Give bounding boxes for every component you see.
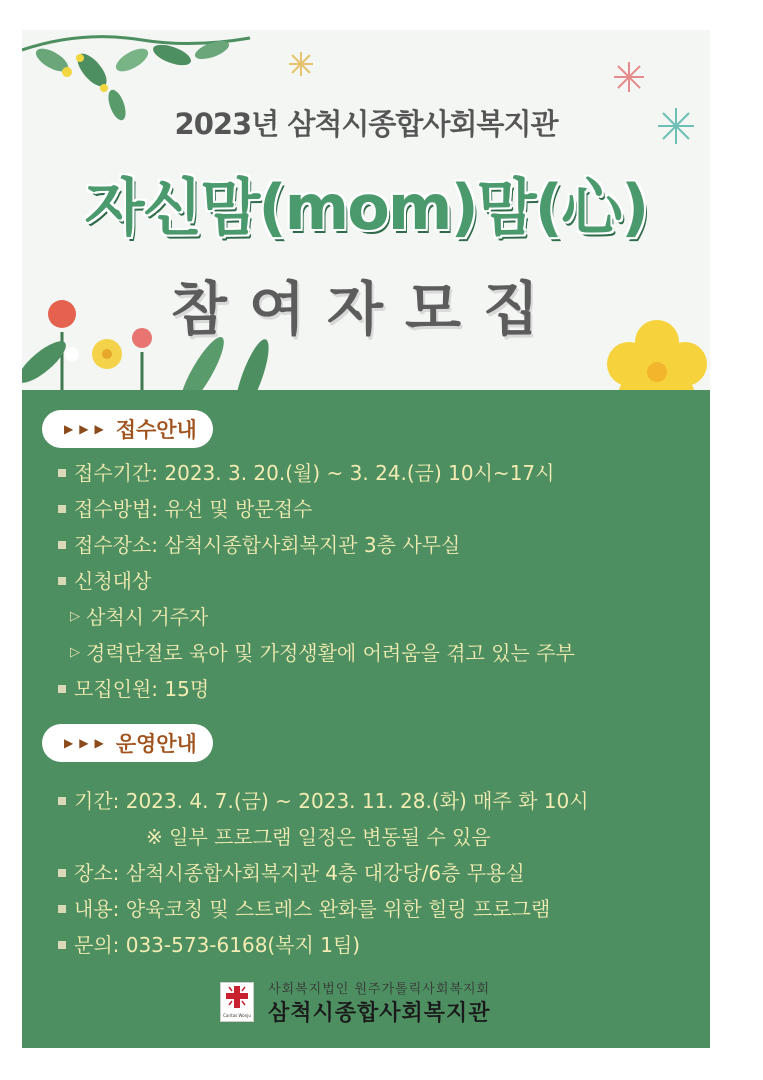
triangle-icon: ▷ — [70, 609, 80, 624]
triangle-icon: ▷ — [70, 645, 80, 660]
contact-info: 문의: 033-573-6168(복지 1팀) — [58, 929, 360, 958]
bullet-icon — [58, 685, 66, 693]
operation-period: 기간: 2023. 4. 7.(금) ~ 2023. 11. 28.(화) 매주 화 10시 — [58, 785, 589, 814]
recruitment-heading: 참여자모집 — [170, 275, 562, 343]
bullet-icon — [58, 505, 66, 513]
reception-place: 접수장소: 삼척시종합사회복지관 3층 사무실 — [58, 529, 460, 558]
target-heading: 신청대상 — [58, 565, 151, 594]
bullet-icon — [58, 869, 66, 877]
reception-method: 접수방법: 유선 및 방문접수 — [58, 493, 312, 522]
target-item: ▷ 삼척시 거주자 — [70, 605, 209, 629]
logo-caption: Caritas Wonju — [223, 1013, 251, 1018]
pill-label: 운영안내 — [115, 732, 197, 756]
bullet-icon — [58, 541, 66, 549]
org-name-big: 삼척시종합사회복지관 — [268, 1001, 491, 1026]
poster — [22, 30, 710, 1048]
section-pill-reception — [42, 410, 213, 448]
bullet-icon — [58, 469, 66, 477]
pill-label: 접수안내 — [115, 418, 197, 442]
arrows-icon: ▶▶▶ — [64, 736, 110, 750]
recruit-count: 모집인원: 15명 — [58, 673, 209, 702]
subtitle: 2023년 삼척시종합사회복지관 — [174, 107, 558, 141]
sparkle-icon — [612, 60, 646, 94]
schedule-note: ※ 일부 프로그램 일정은 변동될 수 있음 — [146, 825, 491, 849]
org-name-small: 사회복지법인 원주가톨릭사회복지회 — [268, 982, 491, 997]
sparkle-icon — [287, 50, 315, 78]
bullet-icon — [58, 797, 66, 805]
bullet-icon — [58, 577, 66, 585]
flowers-decoration-icon — [22, 292, 322, 392]
operation-content: 내용: 양육코칭 및 스트레스 완화를 위한 힐링 프로그램 — [58, 893, 550, 922]
bullet-icon — [58, 905, 66, 913]
operation-place: 장소: 삼척시종합사회복지관 4층 대강당/6층 무용실 — [58, 857, 525, 886]
reception-period: 접수기간: 2023. 3. 20.(월) ~ 3. 24.(금) 10시~17시 — [58, 457, 554, 486]
main-title: 자신맘(mom)맘(心) — [84, 171, 648, 244]
bullet-icon — [58, 941, 66, 949]
caritas-logo — [220, 982, 254, 1022]
target-item: ▷ 경력단절로 육아 및 가정생활에 어려움을 겪고 있는 주부 — [70, 641, 575, 665]
info-panel — [22, 390, 710, 1048]
cross-icon — [221, 983, 253, 1013]
arrows-icon: ▶▶▶ — [64, 422, 110, 436]
section-pill-operation — [42, 724, 213, 762]
